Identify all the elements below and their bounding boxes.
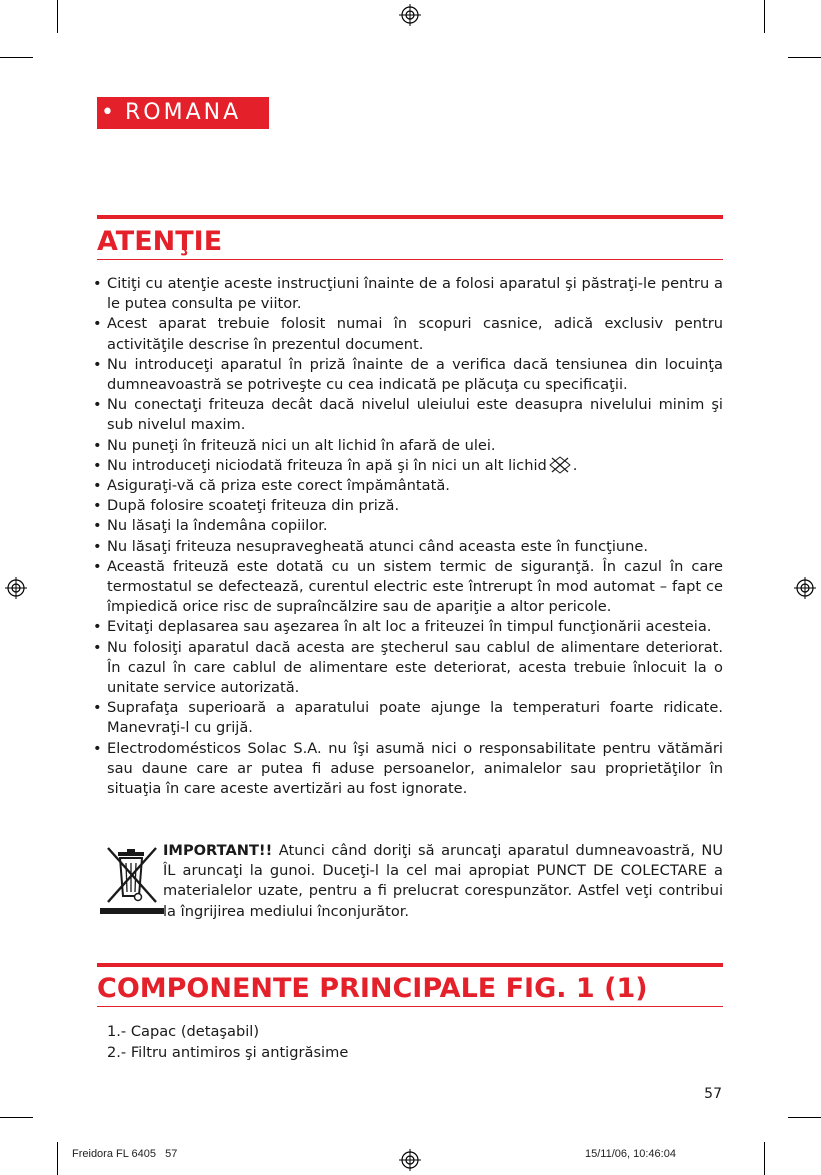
components-title: COMPONENTE PRINCIPALE FIG. 1 (1) [97,973,648,1004]
list-item: • Nu conectaţi friteuza decât dacă nivelul uleiului este deasupra nivelului minim şi sub nivelul maxim. [89,395,723,435]
list-item: • Citiţi cu atenţie aceste instrucţiuni înainte de a folosi aparatul şi păstraţi-le pentru a le putea consulta pe viitor. [89,274,723,314]
list-item: • Nu lăsaţi la îndemâna copiilor. [89,516,723,536]
list-item: • Nu lăsaţi friteuza nesupravegheată atunci când aceasta este în funcţiune. [89,537,723,557]
language-tag-label: ROMANA [124,100,242,125]
crop-mark [57,1142,58,1175]
important-note [163,841,723,922]
language-tag-bullet: • [101,100,117,125]
list-item: • După folosire scoateţi friteuza din priză. [89,496,723,516]
section-rule-top [97,963,723,967]
list-item: • Această friteuză este dotată cu un sistem termic de siguranţă. În cazul în care termostatul se defectează, curentul electric este întrerupt în mod automat – fapt ce împiedică orice risc de supraîncălzire sau de apariţie a altor pericole. [89,557,723,618]
section-rule-bottom [97,259,723,260]
list-item: 2.- Filtru antimiros şi antigrăsime [107,1043,349,1061]
crop-mark [0,57,33,58]
section-rule-bottom [97,1006,723,1007]
no-immersion-suffix: . [572,456,578,474]
list-item: • Suprafaţa superioară a aparatului poate ajunge la temperaturi foarte ridicate. Manevraţi-l cu grijă. [89,698,723,738]
attention-list [89,274,723,799]
important-label: IMPORTANT!! [163,842,273,859]
list-item: • Acest aparat trebuie folosit numai în scopuri casnice, adică exclusiv pentru activităţile descrise în prezentul document. [89,314,723,354]
registration-mark-icon [399,1149,421,1171]
list-item: • Electrodomésticos Solac S.A. nu îşi asumă nici o responsabilitate pentru vătămări sau daune care ar putea fi aduse persoanelor, animalelor sau proprietăţilor în situaţia în care aceste avertizări au fost ignorate. [89,739,723,800]
list-item: • Evitaţi deplasarea sau aşezarea în alt loc a friteuzei în timpul funcţionării acesteia. [89,617,723,637]
registration-mark-icon [794,577,816,599]
important-text: Atunci când doriţi să aruncaţi aparatul dumneavoastră, NU ÎL aruncaţi la gunoi. Duceţi-l la cel mai apropiat PUNCT DE COLECTARE a materialelor uzate, pentru a fi prelucrat corespunzător. Astfel veţi contribui la îngrijirea mediului înconjurător. [163,842,724,920]
list-item: • Asiguraţi-vă că priza este corect împământată. [89,476,723,496]
crop-mark [57,0,58,33]
footer-right: 15/11/06, 10:46:04 [585,1148,676,1160]
list-item: • Nu folosiţi aparatul dacă acesta are ştecherul sau cablul de alimentare deteriorat. În cazul în care cablul de alimentare este deteriorat, acesta trebuie înlocuit la o unitate service autorizată. [89,638,723,699]
footer-left: Freidora FL 6405 57 [72,1148,178,1160]
page-number: 57 [704,1086,722,1102]
crossed-bin-icon [98,844,166,918]
crop-mark [788,57,821,58]
attention-title: ATENŢIE [97,226,223,257]
registration-mark-icon [5,577,27,599]
no-immersion-text: Nu introduceţi niciodată friteuza în apă şi în nici un alt lichid [107,456,547,474]
crop-mark [764,0,765,33]
crop-mark [0,1117,33,1118]
no-immersion-icon [549,456,571,474]
crop-mark [764,1142,765,1175]
registration-mark-icon [399,4,421,26]
language-tag [97,97,269,129]
crop-mark [788,1117,821,1118]
components-list [107,1022,348,1063]
section-rule-top [97,215,723,219]
list-item [89,456,723,476]
list-item: • Nu introduceţi aparatul în priză înainte de a verifica dacă tensiunea din locuinţa dumneavoastră se potriveşte cu cea indicată pe plăcuţa cu specificaţii. [89,355,723,395]
list-item: 1.- Capac (detaşabil) [107,1023,260,1040]
list-item: • Nu puneţi în friteuză nici un alt lichid în afară de ulei. [89,436,723,456]
